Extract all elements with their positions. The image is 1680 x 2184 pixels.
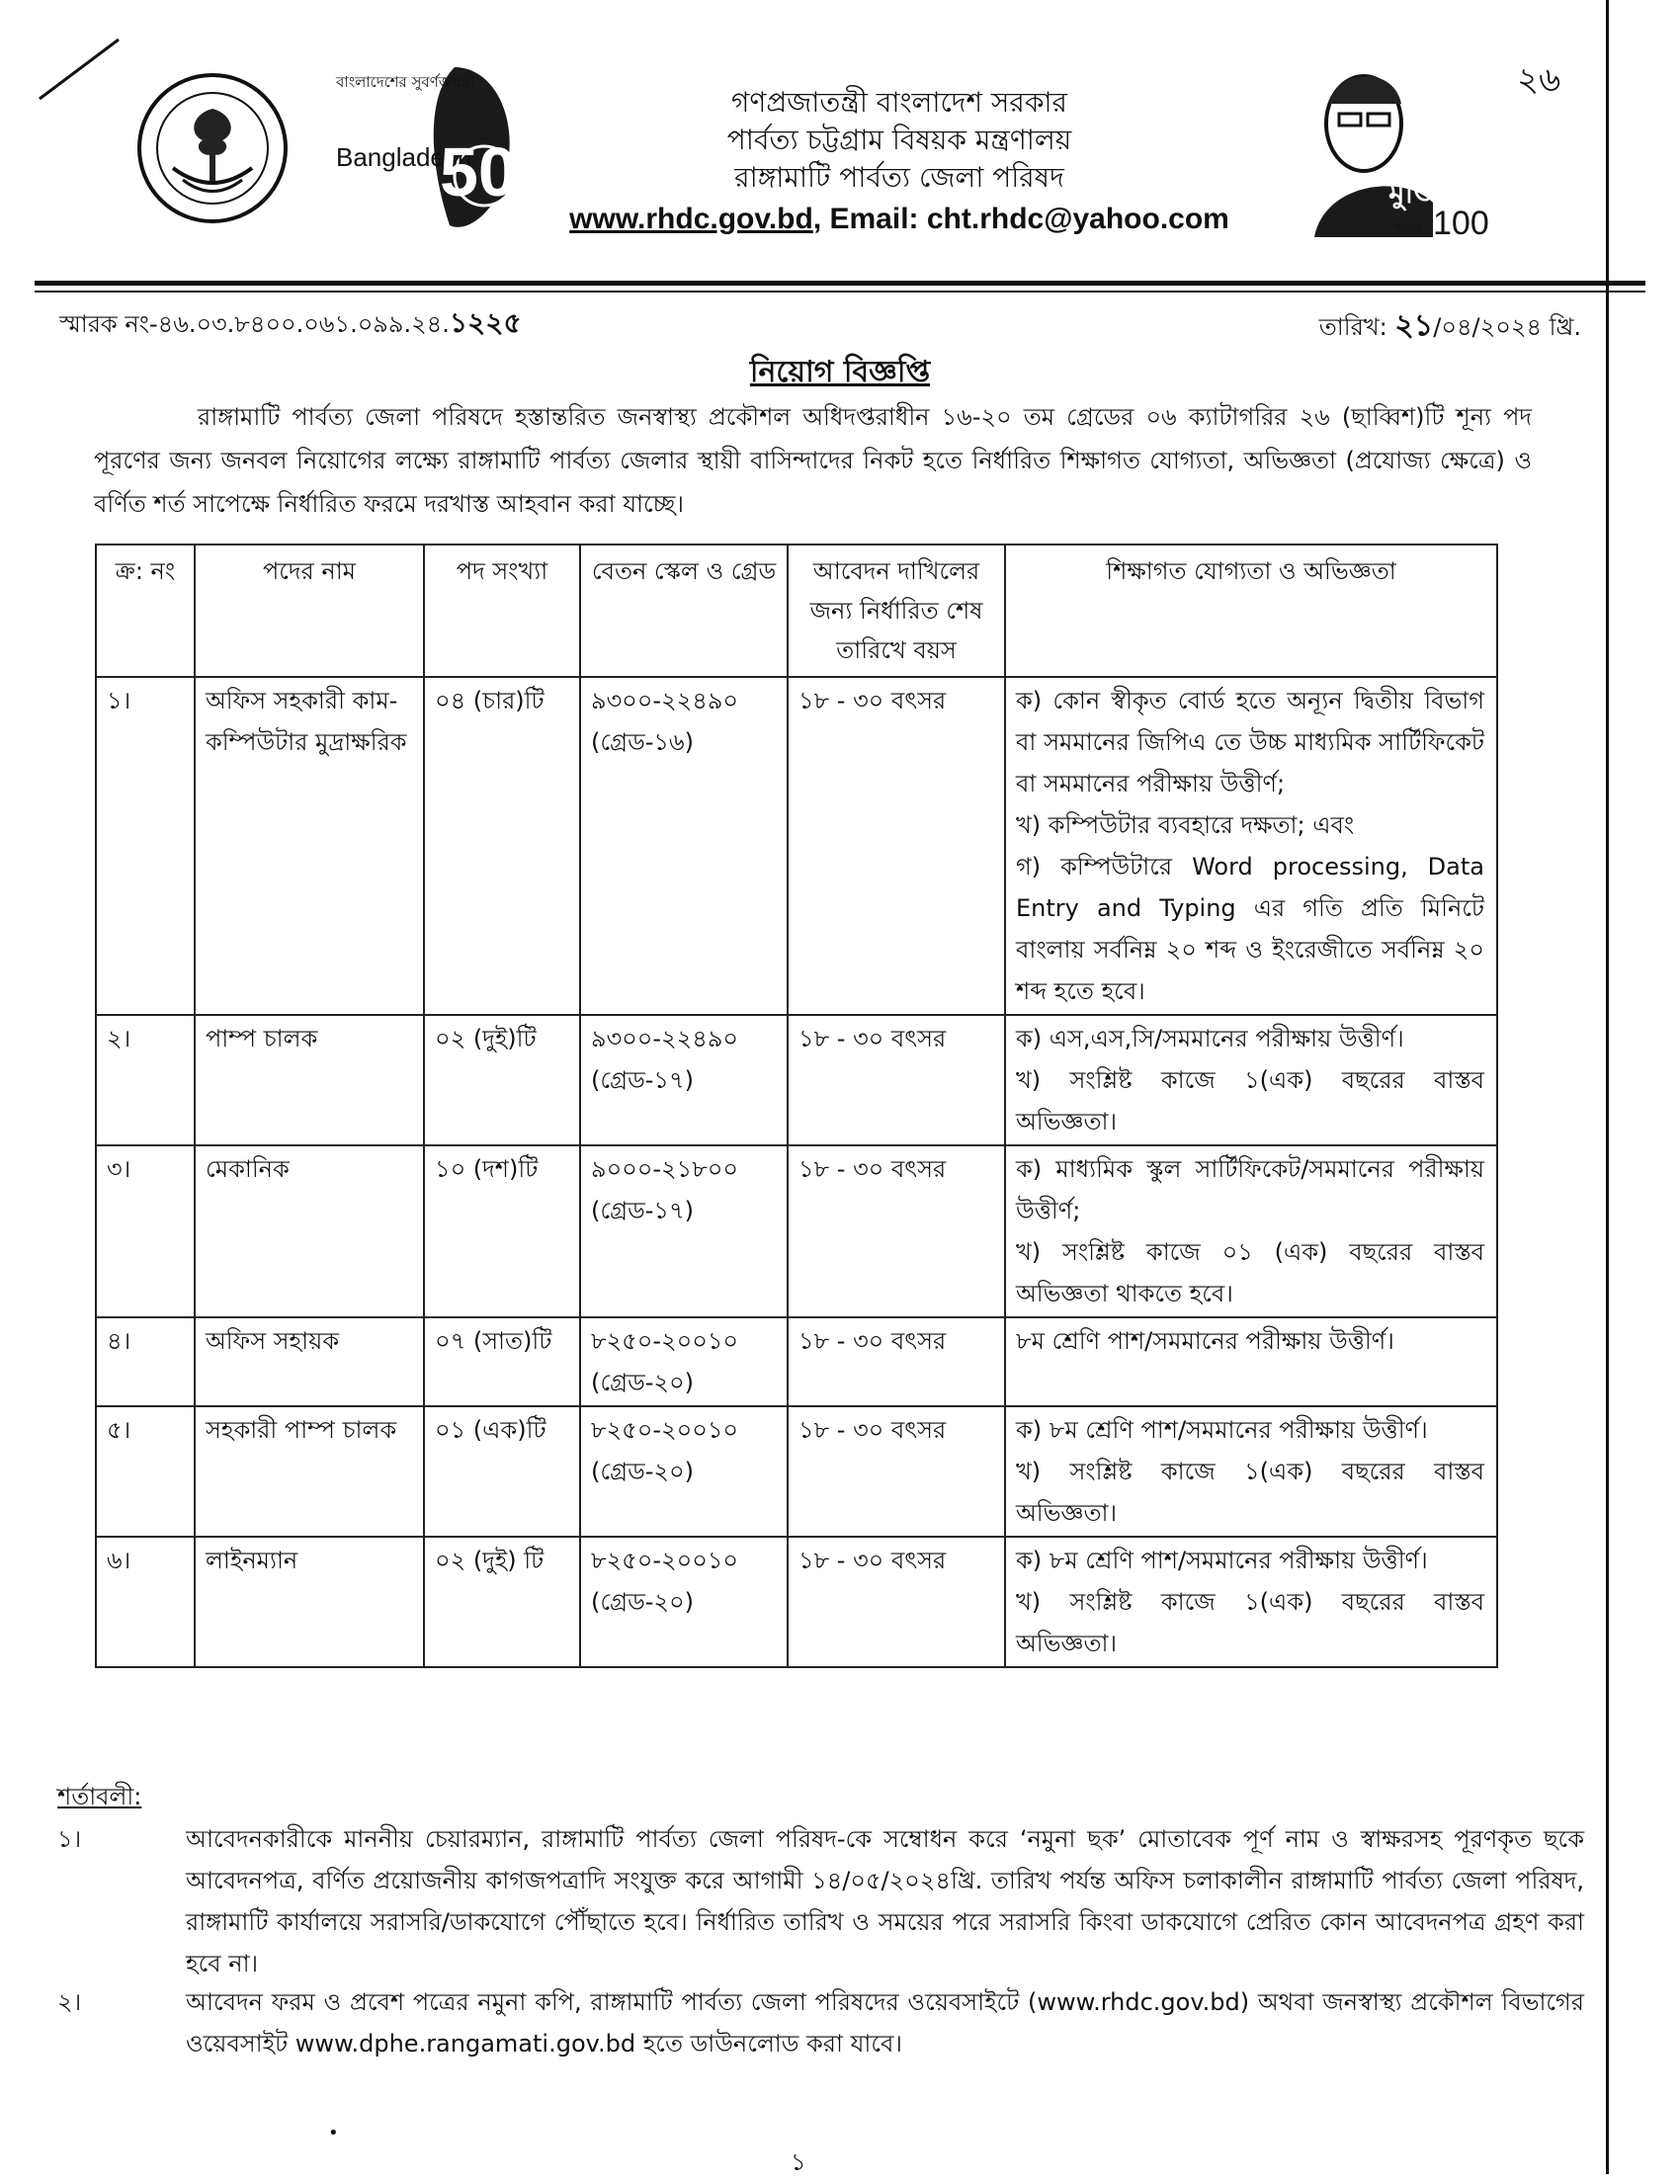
row-pay-scale xyxy=(580,1317,788,1406)
header-line-government: গণপ্রজাতন্ত্রী বাংলাদেশ সরকার xyxy=(731,86,1067,119)
row-serial: ১। xyxy=(96,677,195,1015)
row-qualification xyxy=(1005,677,1497,1015)
table-row xyxy=(96,1145,1497,1317)
intro-text: রাঙ্গামাটি পার্বত্য জেলা পরিষদে হস্তান্তরিত জনস্বাস্থ্য প্রকৌশল অধিদপ্তরাধীন ১৬-২০ তম গ্রেডের ০৬ ক্যাটাগরির ২৬ (ছাব্বিশ)টি শূন্য পদ পূরণের জন্য জনবল নিয়োগের লক্ষ্যে রাঙ্গামাটি পার্বত্য জেলার স্থায়ী বাসিন্দাদের নিকট হতে নির্ধারিত শিক্ষাগত যোগ্যতা, অভিজ্ঞতা (প্রযোজ্য ক্ষেত্রে) ও বর্ণিত শর্ত সাপেক্ষে নির্ধারিত ফরমে দরখাস্ত আহবান করা যাচ্ছে। xyxy=(94,403,1532,518)
row-qualification xyxy=(1005,1406,1497,1537)
row-post-name: সহকারী পাম্প চালক xyxy=(195,1406,424,1537)
row-qualification xyxy=(1005,1145,1497,1317)
qualification-line: ক) এস,এস,সি/সমমানের পরীক্ষায় উত্তীর্ণ। xyxy=(1016,1025,1404,1052)
date-month-year: /০৪/২০২৪ খ্রি. xyxy=(1433,313,1581,341)
page-edge-line xyxy=(1606,0,1609,2174)
row-age-limit: ১৮ - ৩০ বৎসর xyxy=(788,1406,1005,1537)
pay-scale-value: ৮২৫০-২০০১০ xyxy=(591,1416,739,1444)
memo-number-handwritten: ১২২৫ xyxy=(449,306,522,339)
row-pay-scale xyxy=(580,1406,788,1537)
pen-stroke-mark xyxy=(30,30,128,109)
col-header-qualification: শিক্ষাগত যোগ্যতা ও অভিজ্ঞতা xyxy=(1005,545,1497,677)
pay-grade: (গ্রেড-২০) xyxy=(591,1369,694,1396)
condition-item xyxy=(57,1818,1584,1977)
notice-date xyxy=(1319,301,1581,352)
row-age-limit: ১৮ - ৩০ বৎসর xyxy=(788,1145,1005,1317)
memo-number: স্মারক নং-৪৬.০৩.৮৪০০.০৬১.০৯৯.২৪. xyxy=(59,310,450,338)
row-age-limit: ১৮ - ৩০ বৎসর xyxy=(788,1537,1005,1667)
website-link[interactable]: www.rhdc.gov.bd xyxy=(569,203,813,235)
office-header xyxy=(553,84,1245,238)
row-post-count: ০৭ (সাত)টি xyxy=(424,1317,580,1406)
handwritten-page-mark: ২৬ xyxy=(1517,60,1561,100)
header-line-council: রাঙ্গামাটি পার্বত্য জেলা পরিষদ xyxy=(734,161,1064,194)
condition-number: ১। xyxy=(57,1825,82,1853)
qualification-line: ক) কোন স্বীকৃত বোর্ড হতে অন্যূন দ্বিতীয় বিভাগ বা সমমানের জিপিএ তে উচ্চ মাধ্যমিক সার্টিফিকেট বা সমমানের পরীক্ষায় উত্তীর্ণ; xyxy=(1016,687,1484,798)
page-number: ১ xyxy=(791,2148,806,2176)
pay-scale-value: ৯০০০-২১৮০০ xyxy=(591,1155,739,1183)
condition-item xyxy=(57,1981,1584,2070)
row-pay-scale xyxy=(580,1015,788,1145)
qualification-line: খ) সংশ্লিষ্ট কাজে ১(এক) বছরের বাস্তব অভিজ্ঞতা। xyxy=(1016,1066,1484,1135)
table-row xyxy=(96,1537,1497,1667)
row-post-count: ০২ (দুই)টি xyxy=(424,1015,580,1145)
header-contact xyxy=(553,201,1245,238)
condition-text: আবেদনকারীকে মাননীয় চেয়ারম্যান, রাঙ্গামাটি পার্বত্য জেলা পরিষদ-কে সম্বোধন করে ‘নমুনা ছক’ মোতাবেক পূর্ণ নাম ও স্বাক্ষরসহ পূরণকৃত ছকে আবেদনপত্র, বর্ণিত প্রয়োজনীয় কাগজপত্রাদি সংযুক্ত করে আগামী ১৪/০৫/২০২৪খ্রি. তারিখ পর্যন্ত অফিস চলাকালীন রাঙ্গামাটি পার্বত্য জেলা পরিষদ, রাঙ্গামাটি কার্যালয়ে সরাসরি/ডাকযোগে পৌঁছাতে হবে। নির্ধারিত তারিখ ও সময়ের পরে সরাসরি কিংবা ডাকযোগে প্রেরিত কোন আবেদনপত্র গ্রহণ করা হবে না। xyxy=(186,1825,1584,1977)
pay-grade: (গ্রেড-২০) xyxy=(591,1458,694,1485)
bangladesh-50-logo xyxy=(321,47,529,245)
pay-grade: (গ্রেড-১৭) xyxy=(591,1066,694,1094)
qualification-line: গ) কম্পিউটারে Word processing, Data Entry and Typing এর গতি প্রতি মিনিটে বাংলায় সর্বনিম্ন ২০ শব্দ ও ইংরেজীতে সর্বনিম্ন ২০ শব্দ হতে হবে। xyxy=(1016,853,1484,1005)
mujib-100-logo xyxy=(1285,54,1492,242)
email-address[interactable]: cht.rhdc@yahoo.com xyxy=(926,203,1229,235)
row-post-name: লাইনম্যান xyxy=(195,1537,424,1667)
qualification-line: খ) সংশ্লিষ্ট কাজে ০১ (এক) বছরের বাস্তব অভিজ্ঞতা থাকতে হবে। xyxy=(1016,1238,1484,1307)
qualification-line: খ) সংশ্লিষ্ট কাজে ১(এক) বছরের বাস্তব অভিজ্ঞতা। xyxy=(1016,1588,1484,1657)
pay-grade: (গ্রেড-২০) xyxy=(591,1588,694,1616)
table-row xyxy=(96,1406,1497,1537)
table-row xyxy=(96,1015,1497,1145)
qualification-line: ক) ৮ম শ্রেণি পাশ/সমমানের পরীক্ষায় উত্তীর্ণ। xyxy=(1016,1547,1428,1574)
intro-paragraph xyxy=(94,395,1532,526)
qualification-line: খ) সংশ্লিষ্ট কাজে ১(এক) বছরের বাস্তব অভিজ্ঞতা। xyxy=(1016,1458,1484,1527)
row-post-count: ০২ (দুই) টি xyxy=(424,1537,580,1667)
row-post-count: ০১ (এক)টি xyxy=(424,1406,580,1537)
row-age-limit: ১৮ - ৩০ বৎসর xyxy=(788,1317,1005,1406)
qualification-line: ক) মাধ্যমিক স্কুল সার্টিফিকেট/সমমানের পরীক্ষায় উত্তীর্ণ; xyxy=(1016,1155,1484,1224)
row-serial: ৩। xyxy=(96,1145,195,1317)
row-serial: ২। xyxy=(96,1015,195,1145)
row-age-limit: ১৮ - ৩০ বৎসর xyxy=(788,677,1005,1015)
table-row xyxy=(96,677,1497,1015)
pay-scale-value: ৯৩০০-২২৪৯০ xyxy=(591,1025,739,1052)
row-qualification xyxy=(1005,1317,1497,1406)
col-header-post: পদের নাম xyxy=(195,545,424,677)
pay-scale-value: ৯৩০০-২২৪৯০ xyxy=(591,687,739,714)
header-line-ministry: পার্বত্য চট্টগ্রাম বিষয়ক মন্ত্রণালয় xyxy=(726,124,1072,156)
qualification-line: ৮ম শ্রেণি পাশ/সমমানের পরীক্ষায় উত্তীর্ণ। xyxy=(1016,1327,1394,1355)
date-label: তারিখ: xyxy=(1318,313,1395,341)
row-serial: ৪। xyxy=(96,1317,195,1406)
logo-mid-bengali-text: বাংলাদেশের সুবর্ণজয়ন্তী xyxy=(336,73,475,91)
logo-mid-label: Bangladesh xyxy=(336,142,472,172)
pay-scale-value: ৮২৫০-২০০১০ xyxy=(591,1327,739,1355)
scan-dot-mark: • xyxy=(328,2123,339,2143)
col-header-age: আবেদন দাখিলের জন্য নির্ধারিত শেষ তারিখে বয়স xyxy=(788,545,1005,677)
vacancy-table xyxy=(95,544,1498,1668)
header-rule-thin xyxy=(35,291,1645,293)
table-row xyxy=(96,1317,1497,1406)
row-pay-scale xyxy=(580,1145,788,1317)
row-qualification xyxy=(1005,1537,1497,1667)
row-post-name: পাম্প চালক xyxy=(195,1015,424,1145)
notice-title: নিয়োগ বিজ্ঞপ্তি xyxy=(749,355,931,389)
row-age-limit: ১৮ - ৩০ বৎসর xyxy=(788,1015,1005,1145)
row-post-count: ০৪ (চার)টি xyxy=(424,677,580,1015)
memo-reference xyxy=(59,301,522,348)
district-council-seal-logo xyxy=(133,69,292,227)
row-pay-scale xyxy=(580,677,788,1015)
row-post-count: ১০ (দশ)টি xyxy=(424,1145,580,1317)
email-prefix: , Email: xyxy=(812,203,927,235)
pay-grade: (গ্রেড-১৬) xyxy=(591,728,694,756)
row-serial: ৫। xyxy=(96,1406,195,1537)
date-day-handwritten: ২১ xyxy=(1394,308,1434,343)
row-serial: ৬। xyxy=(96,1537,195,1667)
logo-mid-number: 50 xyxy=(440,133,517,210)
row-pay-scale xyxy=(580,1537,788,1667)
col-header-scale: বেতন স্কেল ও গ্রেড xyxy=(580,545,788,677)
pay-grade: (গ্রেড-১৭) xyxy=(591,1197,694,1224)
row-post-name: অফিস সহকারী কাম-কম্পিউটার মুদ্রাক্ষরিক xyxy=(195,677,424,1015)
condition-text: আবেদন ফরম ও প্রবেশ পত্রের নমুনা কপি, রাঙ্গামাটি পার্বত্য জেলা পরিষদের ওয়েবসাইটে (www.rhdc.gov.bd) অথবা জনস্বাস্থ্য প্রকৌশল বিভাগের ওয়েবসাইট www.dphe.rangamati.gov.bd হতে ডাউনলোড করা যাবে। xyxy=(186,1988,1584,2058)
logo-right-label: মুজিব xyxy=(1388,176,1457,210)
logo-right-sub: শতবর্ষ xyxy=(1393,221,1423,235)
condition-number: ২। xyxy=(57,1988,82,2016)
qualification-line: ক) ৮ম শ্রেণি পাশ/সমমানের পরীক্ষায় উত্তীর্ণ। xyxy=(1016,1416,1428,1444)
col-header-serial: ক্র: নং xyxy=(96,545,195,677)
row-qualification xyxy=(1005,1015,1497,1145)
row-post-name: অফিস সহায়ক xyxy=(195,1317,424,1406)
row-post-name: মেকানিক xyxy=(195,1145,424,1317)
header-rule-thick xyxy=(35,281,1645,286)
table-header-row xyxy=(96,545,1497,677)
conditions-heading: শর্তাবলী: xyxy=(57,1783,142,1810)
col-header-count: পদ সংখ্যা xyxy=(424,545,580,677)
logo-right-number: 100 xyxy=(1433,205,1489,242)
qualification-line: খ) কম্পিউটার ব্যবহারে দক্ষতা; এবং xyxy=(1016,811,1355,839)
pay-scale-value: ৮২৫০-২০০১০ xyxy=(591,1547,739,1574)
